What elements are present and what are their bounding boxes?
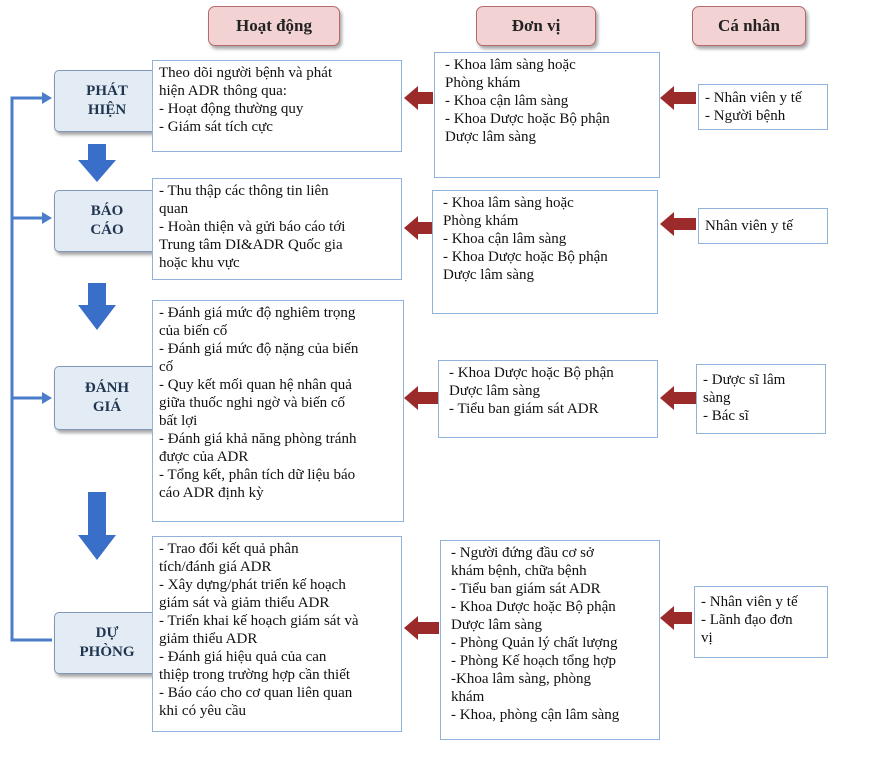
activity-line: được của ADR: [159, 449, 249, 465]
unit-line: - Phòng Quản lý chất lượng: [451, 635, 618, 651]
activity-line: - Đánh giá mức độ nghiêm trọng: [159, 305, 356, 321]
stage-label-line: BÁO: [90, 203, 124, 219]
unit-line: - Phòng Kế hoạch tổng hợp: [451, 653, 616, 669]
activity-line: - Quy kết mối quan hệ nhân quả: [159, 377, 352, 393]
header-individual: Cá nhân: [692, 6, 806, 46]
activity-line: bất lợi: [159, 413, 198, 429]
feedback-arrowhead-danhgia: [42, 392, 52, 404]
unit-box-bao-cao: [432, 190, 658, 314]
down-arrow-1: [78, 144, 116, 182]
red-arrow-unit-1: [404, 86, 433, 110]
unit-line: - Khoa Dược hoặc Bộ phận: [449, 365, 614, 381]
stage-label-line: PHÁT: [86, 83, 128, 99]
individual-line: - Nhân viên y tế: [701, 594, 798, 610]
unit-line: khám: [451, 689, 485, 705]
unit-line: Dược lâm sàng: [445, 129, 537, 145]
unit-line: - Khoa Dược hoặc Bộ phận: [443, 249, 608, 265]
individual-line: - Lãnh đạo đơn: [701, 612, 793, 628]
stage-danh-gia: [54, 366, 160, 430]
activity-line: - Đánh giá hiệu quả của can: [159, 649, 327, 665]
activity-line: của biến cố: [159, 323, 228, 339]
unit-line: - Khoa lâm sàng hoặc: [445, 57, 576, 73]
activity-line: - Đánh giá khả năng phòng tránh: [159, 431, 357, 447]
down-arrow-3: [78, 492, 116, 560]
stage-label-line: GIÁ: [92, 399, 122, 415]
individual-box-du-phong: [694, 586, 828, 658]
red-arrow-unit-3: [404, 386, 439, 410]
activity-line: - Báo cáo cho cơ quan liên quan: [159, 685, 353, 701]
unit-line: - Tiểu ban giám sát ADR: [451, 581, 601, 597]
activity-line: - Triển khai kế hoạch giám sát và: [159, 613, 359, 629]
unit-line: Dược lâm sàng: [449, 383, 541, 399]
individual-line: vị: [701, 630, 713, 646]
activity-box-du-phong: [152, 536, 402, 732]
individual-line: - Nhân viên y tế: [705, 90, 802, 106]
unit-box-du-phong: [440, 540, 660, 740]
activity-line: cố: [159, 359, 174, 375]
feedback-loop-line: [12, 98, 52, 640]
red-arrow-unit-2: [404, 216, 433, 240]
activity-line: - Hoàn thiện và gửi báo cáo tới: [159, 219, 346, 235]
unit-line: - Người đứng đầu cơ sở: [451, 545, 594, 561]
unit-line: Phòng khám: [445, 75, 521, 91]
activity-line: - Giám sát tích cực: [159, 119, 273, 135]
feedback-arrowhead-top: [42, 92, 52, 104]
unit-line: Dược lâm sàng: [451, 617, 543, 633]
individual-line: Nhân viên y tế: [705, 218, 793, 234]
unit-line: - Khoa cận lâm sàng: [445, 93, 569, 109]
activity-line: quan: [159, 201, 189, 217]
unit-line: Phòng khám: [443, 213, 519, 229]
unit-box-danh-gia: [438, 360, 658, 438]
unit-line: - Khoa Dược hoặc Bộ phận: [451, 599, 616, 615]
header-unit: Đơn vị: [476, 6, 596, 46]
individual-line: - Người bệnh: [705, 108, 786, 124]
activity-line: Trung tâm DI&ADR Quốc gia: [159, 237, 343, 253]
stage-label-line: PHÒNG: [79, 644, 135, 660]
activity-line: Theo dõi người bệnh và phát: [159, 65, 333, 81]
red-arrow-ind-3: [660, 386, 696, 410]
stage-bao-cao: [54, 190, 160, 252]
header-activity: Hoạt động: [208, 6, 340, 46]
stage-du-phong: [54, 612, 160, 674]
activity-line: - Trao đổi kết quả phân: [159, 541, 299, 557]
individual-box-danh-gia: [696, 364, 826, 434]
individual-box-bao-cao: [698, 208, 828, 244]
unit-line: Dược lâm sàng: [443, 267, 535, 283]
activity-line: - Xây dựng/phát triển kế hoạch: [159, 577, 346, 593]
unit-line: - Tiểu ban giám sát ADR: [449, 401, 599, 417]
activity-box-danh-gia: [152, 300, 404, 522]
individual-box-phat-hien: [698, 84, 828, 130]
activity-line: cáo ADR định kỳ: [159, 485, 264, 501]
activity-line: - Thu thập các thông tin liên: [159, 183, 329, 199]
unit-line: - Khoa Dược hoặc Bộ phận: [445, 111, 610, 127]
red-arrow-ind-4: [660, 606, 692, 630]
unit-box-phat-hien: [434, 52, 660, 178]
unit-line: - Khoa lâm sàng hoặc: [443, 195, 574, 211]
activity-line: - Hoạt động thường quy: [159, 101, 304, 117]
activity-line: thiệp trong trường hợp cần thiết: [159, 667, 351, 683]
activity-line: hiện ADR thông qua:: [159, 83, 287, 99]
stage-label-line: CÁO: [90, 222, 124, 238]
activity-line: giảm thiểu ADR: [159, 631, 258, 647]
stage-phat-hien: [54, 70, 160, 132]
unit-line: - Khoa cận lâm sàng: [443, 231, 567, 247]
individual-line: sàng: [703, 390, 731, 406]
activity-line: giữa thuốc nghi ngờ và biến cố: [159, 395, 346, 411]
activity-line: tích/đánh giá ADR: [159, 559, 272, 575]
activity-line: khi có yêu cầu: [159, 703, 247, 719]
unit-line: -Khoa lâm sàng, phòng: [451, 671, 591, 687]
activity-line: giám sát và giảm thiểu ADR: [159, 595, 330, 611]
feedback-arrowhead-baocao: [42, 212, 52, 224]
activity-line: - Đánh giá mức độ nặng của biến: [159, 341, 359, 357]
activity-box-bao-cao: [152, 178, 402, 280]
down-arrow-2: [78, 283, 116, 330]
stage-label-line: DỰ: [95, 625, 119, 641]
red-arrow-ind-2: [660, 212, 696, 236]
red-arrow-ind-1: [660, 86, 696, 110]
activity-line: - Tổng kết, phân tích dữ liệu báo: [159, 467, 356, 483]
activity-box-phat-hien: [152, 60, 402, 152]
red-arrow-unit-4: [404, 616, 439, 640]
individual-line: - Dược sĩ lâm: [703, 372, 786, 388]
unit-line: - Khoa, phòng cận lâm sàng: [451, 707, 620, 723]
stage-label-line: ĐÁNH: [84, 380, 130, 396]
individual-line: - Bác sĩ: [703, 408, 749, 424]
unit-line: khám bệnh, chữa bệnh: [451, 563, 587, 579]
stage-label-line: HIỆN: [87, 102, 127, 118]
activity-line: hoặc khu vực: [159, 255, 240, 271]
